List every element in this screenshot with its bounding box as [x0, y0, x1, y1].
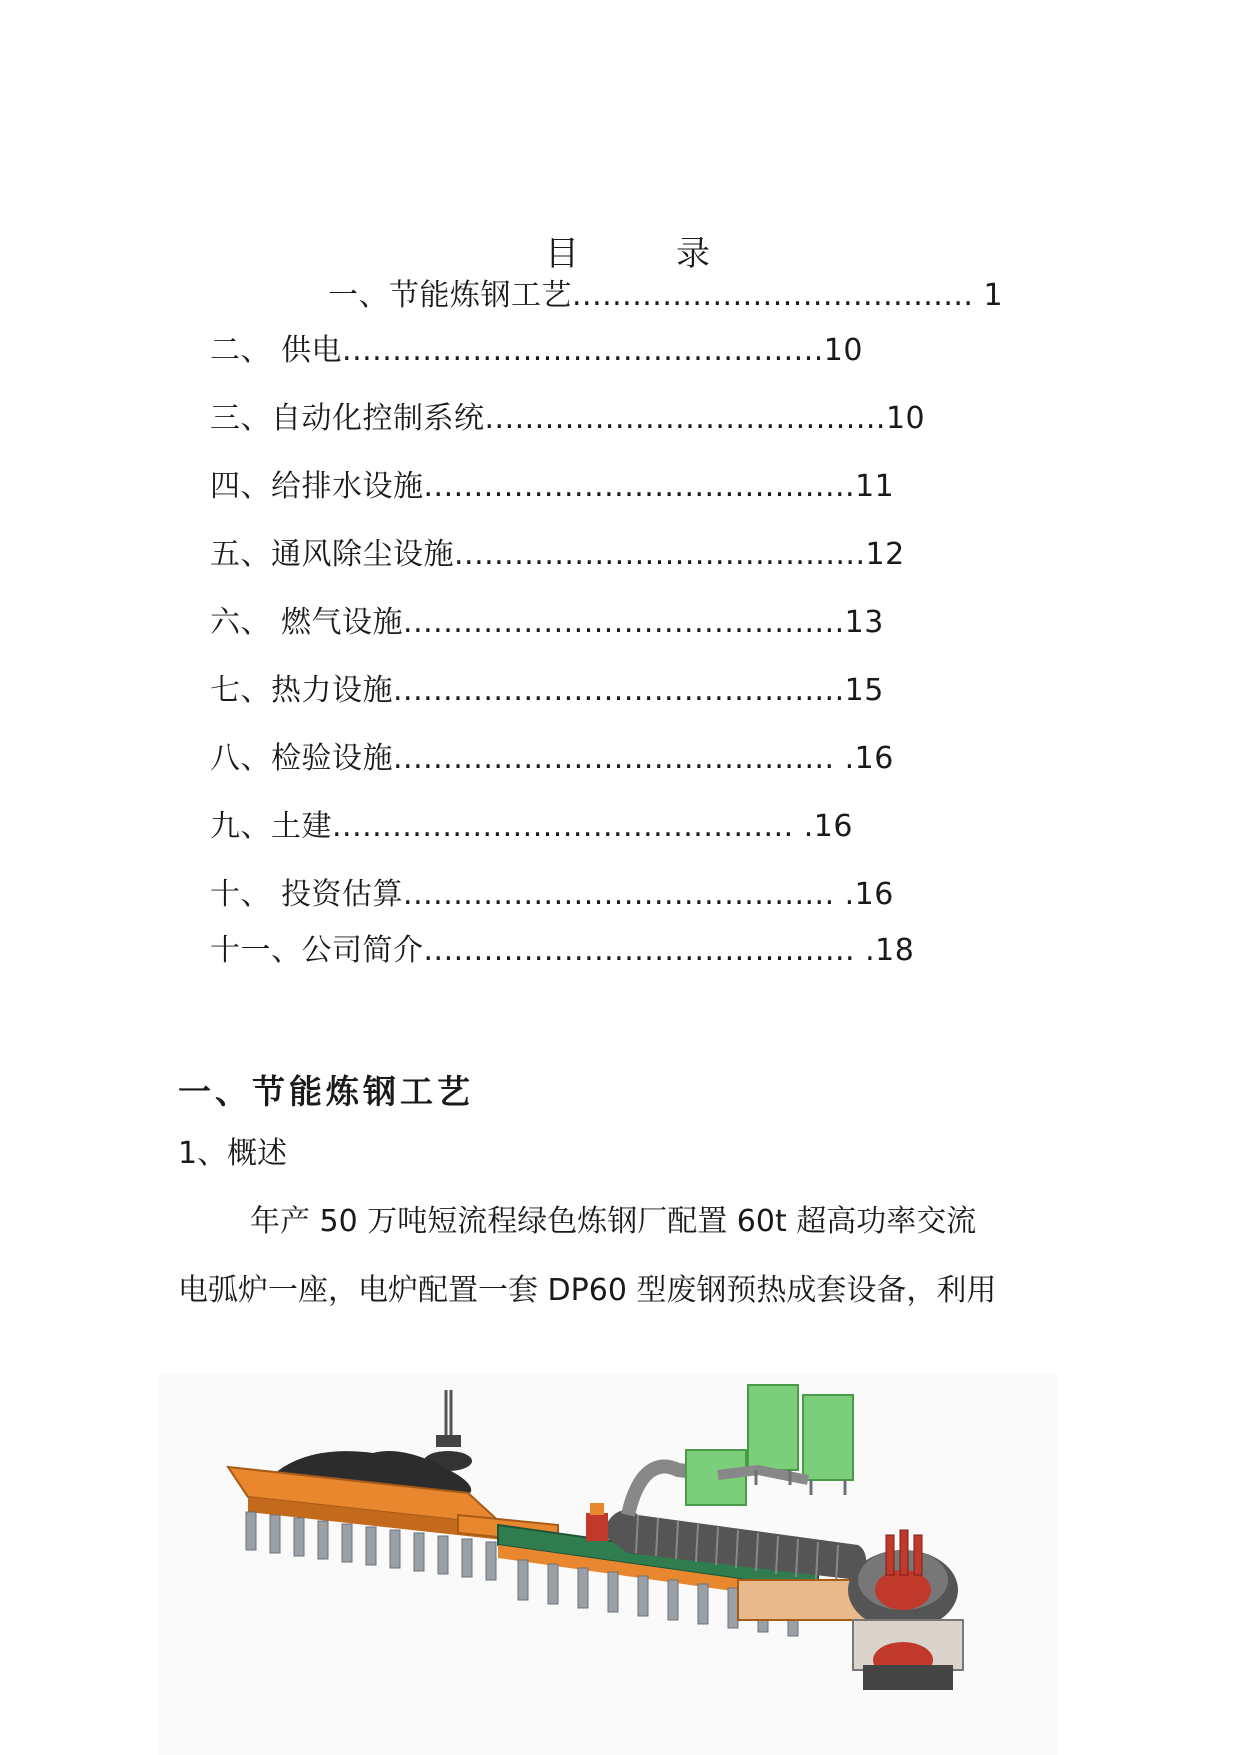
toc-entry-page: 13	[844, 605, 884, 640]
toc-entry-page: .18	[865, 933, 915, 968]
dust-collection-system	[628, 1385, 853, 1515]
toc-entry-label: 十一、公司简介	[210, 933, 424, 968]
body-paragraph-line: 年产 50 万吨短流程绿色炼钢厂配置 60t 超高功率交流	[250, 1204, 977, 1239]
body-paragraph-line: 电弧炉一座，电炉配置一套 DP60 型废钢预热成套设备，利用	[178, 1273, 997, 1308]
toc-entry-label: 九、土建	[210, 809, 332, 844]
toc-entry[interactable]	[210, 869, 894, 913]
toc-entry-label: 十、 投资估算	[210, 877, 404, 912]
toc-entry-leader: ............................................	[403, 605, 845, 640]
toc-entry-label: 六、 燃气设施	[210, 605, 404, 640]
toc-entry[interactable]	[210, 665, 884, 709]
toc-entry-label: 四、给排水设施	[210, 469, 424, 504]
toc-title-left: 目	[545, 234, 579, 274]
toc-entry[interactable]	[210, 925, 914, 969]
toc-entry-label: 七、热力设施	[210, 673, 393, 708]
toc-entry-leader: ...........................................	[423, 933, 866, 968]
toc-entry-leader: ........................................	[572, 278, 974, 313]
toc-entry-label: 二、 供电	[210, 333, 343, 368]
sub-heading: 1、概述	[178, 1136, 288, 1171]
toc-entry-leader: ............................................	[393, 741, 845, 776]
toc-entry-leader: ...........................................	[403, 877, 845, 912]
toc-entry-label: 八、检验设施	[210, 741, 393, 776]
toc-title-right: 录	[676, 234, 710, 274]
toc-entry-page: 15	[844, 673, 884, 708]
steelmaking-line-illustration	[158, 1375, 1058, 1755]
toc-entry-page: 11	[855, 469, 895, 504]
toc-entry-leader: ........................................	[484, 401, 886, 436]
toc-entry[interactable]	[210, 461, 894, 505]
toc-entry-page: .16	[844, 877, 894, 912]
toc-entry[interactable]	[210, 325, 863, 369]
process-diagram-figure	[158, 1375, 1058, 1755]
toc-entry-leader: .............................................	[393, 673, 845, 708]
toc-entry[interactable]	[210, 597, 884, 641]
toc-entry-leader: ..............................................	[332, 809, 804, 844]
toc-entry-leader: ................................................	[342, 333, 824, 368]
toc-entry-label: 一、节能炼钢工艺	[328, 278, 572, 313]
toc-entry-page: 10	[823, 333, 863, 368]
toc-entry-page: 12	[865, 537, 905, 572]
toc-entry[interactable]	[210, 529, 905, 573]
toc-entry-label: 三、自动化控制系统	[210, 401, 485, 436]
toc-entry-leader: ...........................................	[423, 469, 856, 504]
toc-entry-page: .16	[803, 809, 853, 844]
toc-entry[interactable]	[210, 733, 894, 777]
toc-entry-leader: .........................................	[454, 537, 866, 572]
toc-entry-page: 10	[885, 401, 926, 436]
section-heading: 一、节能炼钢工艺	[178, 1072, 474, 1111]
toc-entry-page: .16	[844, 741, 894, 776]
toc-entry[interactable]	[210, 393, 925, 437]
toc-entry-label: 五、通风除尘设施	[210, 537, 454, 572]
toc-entry[interactable]	[210, 801, 853, 845]
toc-entry[interactable]	[328, 270, 1003, 314]
crane-hook-icon	[424, 1390, 472, 1471]
toc-entry-page: 1	[973, 278, 1004, 313]
